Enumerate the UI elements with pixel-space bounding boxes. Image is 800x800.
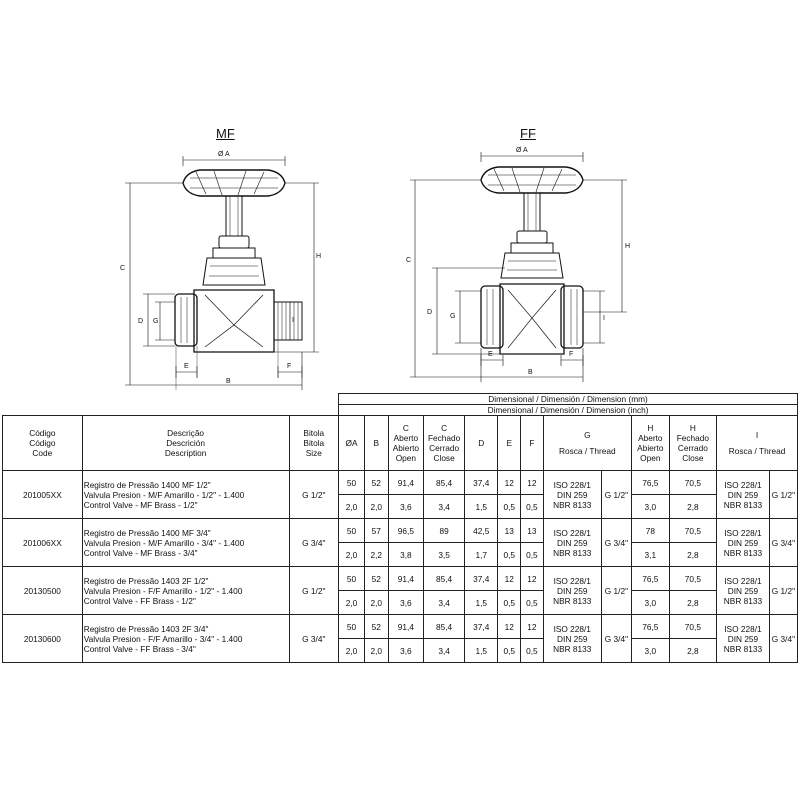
product-description: Registro de Pressão 1400 MF 1/2" Valvula Presion - M/F Amarillo - 1/2" - 1.400 Control Valve - MF Brass - 1/2"	[82, 471, 289, 519]
header-code: Código Código Code	[3, 416, 83, 471]
inch-f: 0,5	[521, 639, 544, 663]
i-thread-size: G 3/4"	[769, 615, 797, 663]
ff-valve-drawing	[0, 0, 800, 395]
inch-h-close: 2,8	[669, 543, 716, 567]
product-size: G 3/4"	[289, 519, 339, 567]
i-thread-standard: ISO 228/1 DIN 259 NBR 8133	[717, 519, 770, 567]
mm-c-close: 85,4	[424, 471, 465, 495]
inch-e: 0,5	[498, 495, 521, 519]
inch-a: 2,0	[339, 639, 365, 663]
mm-a: 50	[339, 567, 365, 591]
mf-view-title: MF	[216, 126, 235, 141]
inch-d: 1,7	[465, 543, 498, 567]
mf-dim-e: E	[184, 363, 189, 370]
mf-dim-f: F	[287, 363, 292, 370]
mf-dim-d: D	[138, 318, 144, 325]
table-row	[3, 471, 798, 495]
inch-d: 1,5	[465, 591, 498, 615]
mm-h-close: 70,5	[669, 615, 716, 639]
inch-a: 2,0	[339, 495, 365, 519]
inch-e: 0,5	[498, 543, 521, 567]
mf-dim-h: H	[316, 253, 322, 260]
inch-f: 0,5	[521, 543, 544, 567]
inch-h-close: 2,8	[669, 591, 716, 615]
inch-b: 2,0	[364, 591, 388, 615]
ff-stem	[524, 193, 540, 231]
mf-dim-i: I	[292, 317, 294, 324]
ff-dim-a: Ø A	[516, 147, 528, 154]
inch-h-close: 2,8	[669, 639, 716, 663]
mm-d: 37,4	[465, 567, 498, 591]
mm-f: 12	[521, 471, 544, 495]
i-thread-size: G 1/2"	[769, 567, 797, 615]
mm-b: 57	[364, 519, 388, 543]
ff-view-title: FF	[520, 126, 536, 141]
mm-a: 50	[339, 471, 365, 495]
product-description: Registro de Pressão 1403 2F 3/4" Valvula Presion - F/F Amarillo - 3/4" - 1.400 Control Valve - FF Brass - 3/4"	[82, 615, 289, 663]
inch-b: 2,2	[364, 543, 388, 567]
ff-dim-f: F	[569, 351, 574, 358]
header-c-open: C Aberto Abierto Open	[388, 416, 424, 471]
table-row	[3, 615, 798, 639]
mf-dim-a: Ø A	[218, 151, 230, 158]
ff-body	[500, 284, 564, 354]
ff-bonnet	[501, 253, 563, 278]
product-code: 201005XX	[3, 471, 83, 519]
mm-f: 12	[521, 615, 544, 639]
product-description: Registro de Pressão 1403 2F 1/2" Valvula Presion - F/F Amarillo - 1/2" - 1.400 Control Valve - FF Brass - 1/2"	[82, 567, 289, 615]
mm-e: 13	[498, 519, 521, 543]
header-a: ØA	[339, 416, 365, 471]
ff-packing-nut	[517, 231, 547, 243]
ff-dim-b: B	[528, 369, 533, 376]
mm-d: 42,5	[465, 519, 498, 543]
i-thread-size: G 1/2"	[769, 471, 797, 519]
inch-c-close: 3,4	[424, 495, 465, 519]
mm-h-close: 70,5	[669, 519, 716, 543]
mm-c-close: 89	[424, 519, 465, 543]
inch-e: 0,5	[498, 639, 521, 663]
header-h-close: H Fechado Cerrado Close	[669, 416, 716, 471]
g-thread-size: G 1/2"	[601, 567, 631, 615]
product-description: Registro de Pressão 1400 MF 3/4" Valvula Presion - M/F Amarillo - 3/4" - 1.400 Control Valve - MF Brass - 3/4"	[82, 519, 289, 567]
header-h-open: H Aberto Abierto Open	[631, 416, 669, 471]
mf-dim-g: G	[153, 318, 159, 325]
inch-d: 1,5	[465, 639, 498, 663]
mm-c-open: 91,4	[388, 615, 424, 639]
inch-h-open: 3,0	[631, 495, 669, 519]
inch-e: 0,5	[498, 591, 521, 615]
header-size: Bitola Bitola Size	[289, 416, 339, 471]
mm-h-open: 76,5	[631, 471, 669, 495]
mm-e: 12	[498, 567, 521, 591]
mm-f: 13	[521, 519, 544, 543]
inch-c-close: 3,5	[424, 543, 465, 567]
g-thread-size: G 1/2"	[601, 471, 631, 519]
mm-c-close: 85,4	[424, 567, 465, 591]
mm-d: 37,4	[465, 615, 498, 639]
inch-h-open: 3,1	[631, 543, 669, 567]
column-header-row	[3, 416, 798, 471]
ff-handwheel	[481, 167, 583, 193]
mm-h-close: 70,5	[669, 567, 716, 591]
mm-h-close: 70,5	[669, 471, 716, 495]
table-row	[3, 519, 798, 543]
g-thread-size: G 3/4"	[601, 615, 631, 663]
ff-dim-c: C	[406, 257, 412, 264]
mm-c-close: 85,4	[424, 615, 465, 639]
dimension-mm-header: Dimensional / Dimensión / Dimension (mm)	[339, 394, 798, 405]
i-thread-standard: ISO 228/1 DIN 259 NBR 8133	[717, 567, 770, 615]
mm-h-open: 76,5	[631, 567, 669, 591]
mm-b: 52	[364, 471, 388, 495]
header-description: Descrição Descrición Description	[82, 416, 289, 471]
inch-c-open: 3,6	[388, 639, 424, 663]
product-code: 20130500	[3, 567, 83, 615]
g-thread-standard: ISO 228/1 DIN 259 NBR 8133	[543, 471, 601, 519]
inch-c-close: 3,4	[424, 639, 465, 663]
i-thread-standard: ISO 228/1 DIN 259 NBR 8133	[717, 471, 770, 519]
mf-dim-c: C	[120, 265, 126, 272]
spec-table	[2, 393, 798, 663]
product-code: 20130600	[3, 615, 83, 663]
mm-c-open: 91,4	[388, 567, 424, 591]
product-size: G 1/2"	[289, 471, 339, 519]
mm-h-open: 76,5	[631, 615, 669, 639]
inch-h-open: 3,0	[631, 591, 669, 615]
mm-b: 52	[364, 567, 388, 591]
inch-a: 2,0	[339, 591, 365, 615]
i-thread-size: G 3/4"	[769, 519, 797, 567]
mm-c-open: 91,4	[388, 471, 424, 495]
g-thread-standard: ISO 228/1 DIN 259 NBR 8133	[543, 567, 601, 615]
product-size: G 1/2"	[289, 567, 339, 615]
inch-b: 2,0	[364, 495, 388, 519]
inch-b: 2,0	[364, 639, 388, 663]
mm-h-open: 78	[631, 519, 669, 543]
inch-f: 0,5	[521, 591, 544, 615]
header-i: I Rosca / Thread	[717, 416, 798, 471]
inch-h-close: 2,8	[669, 495, 716, 519]
inch-a: 2,0	[339, 543, 365, 567]
inch-c-close: 3,4	[424, 591, 465, 615]
mm-b: 52	[364, 615, 388, 639]
mm-a: 50	[339, 615, 365, 639]
header-g: G Rosca / Thread	[543, 416, 631, 471]
table-row	[3, 567, 798, 591]
mm-e: 12	[498, 471, 521, 495]
header-b: B	[364, 416, 388, 471]
inch-h-open: 3,0	[631, 639, 669, 663]
ff-dim-i: I	[603, 315, 605, 322]
g-thread-standard: ISO 228/1 DIN 259 NBR 8133	[543, 519, 601, 567]
dimension-inch-header: Dimensional / Dimensión / Dimension (inch)	[339, 405, 798, 416]
product-code: 201006XX	[3, 519, 83, 567]
header-c-close: C Fechado Cerrado Close	[424, 416, 465, 471]
header-e: E	[498, 416, 521, 471]
header-f: F	[521, 416, 544, 471]
ff-dim-d: D	[427, 309, 433, 316]
mm-f: 12	[521, 567, 544, 591]
g-thread-size: G 3/4"	[601, 519, 631, 567]
mm-a: 50	[339, 519, 365, 543]
mm-c-open: 96,5	[388, 519, 424, 543]
inch-c-open: 3,6	[388, 591, 424, 615]
inch-f: 0,5	[521, 495, 544, 519]
ff-dim-e: E	[488, 351, 493, 358]
inch-c-open: 3,8	[388, 543, 424, 567]
header-d: D	[465, 416, 498, 471]
mm-d: 37,4	[465, 471, 498, 495]
mm-e: 12	[498, 615, 521, 639]
inch-d: 1,5	[465, 495, 498, 519]
i-thread-standard: ISO 228/1 DIN 259 NBR 8133	[717, 615, 770, 663]
ff-dim-g: G	[450, 313, 456, 320]
ff-dim-h: H	[625, 243, 631, 250]
g-thread-standard: ISO 228/1 DIN 259 NBR 8133	[543, 615, 601, 663]
product-size: G 3/4"	[289, 615, 339, 663]
mf-dim-b: B	[226, 378, 231, 385]
inch-c-open: 3,6	[388, 495, 424, 519]
